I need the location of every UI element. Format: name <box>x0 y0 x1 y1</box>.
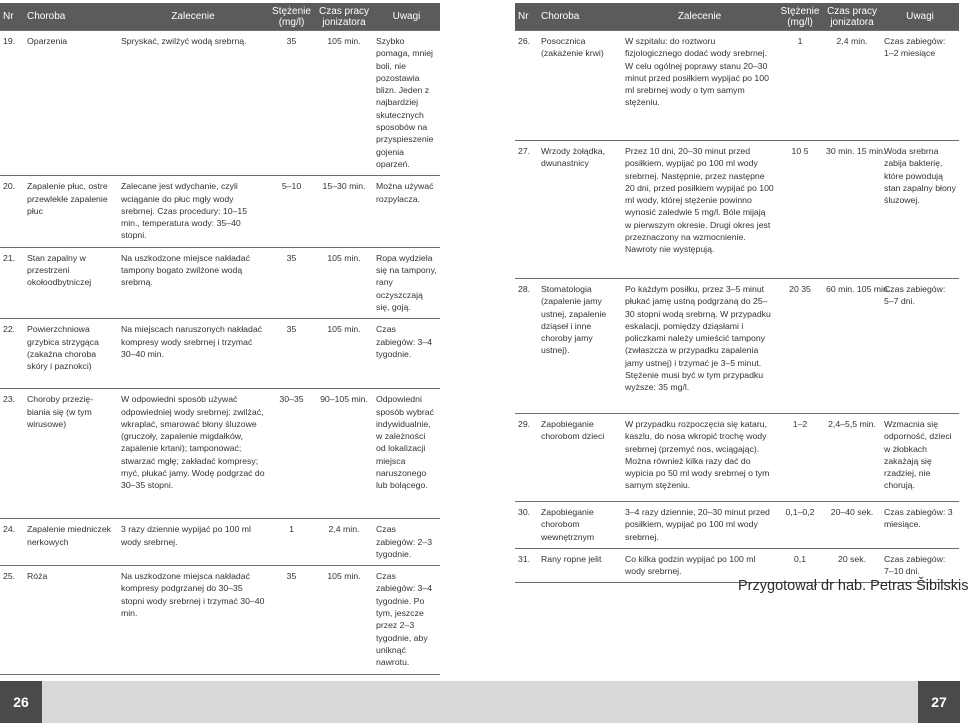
table-row <box>0 176 440 247</box>
row-disease: Oparzenia <box>24 31 118 176</box>
footer-right <box>480 681 960 723</box>
table-row <box>0 389 440 519</box>
row-recommendation: Na uszkodzone miejsca nakładać kompresy podgrzanej do 30–35 stopni wody srebrnej i trzymać 30–40 min. <box>118 566 268 674</box>
header-notes: Uwagi <box>906 11 934 22</box>
table-row <box>0 31 440 176</box>
author-credit: Przygotował dr hab. Petras Šibilskis <box>738 578 969 594</box>
row-time: 105 min. <box>315 319 373 389</box>
row-recommendation: Przez 10 dni, 20–30 minut przed posiłkiem, wypijać po 100 ml wody srebrnej. Następnie, przez następne 20 dni, przed posiłkiem wypijać po 100 ml wody, której stężenie powinno wynosić zaledwie 5 mg/l. Bóle mijają w pierwszym okresie. Drugi okres jest przeznaczony na wzmocnienie. Nawroty nie występują. <box>622 141 777 279</box>
row-recommendation: 3–4 razy dziennie, 20–30 minut przed posiłkiem, wypijać po 100 ml wody srebrnej. <box>622 502 777 549</box>
row-number: 29. <box>515 414 538 502</box>
table-row <box>0 519 440 566</box>
row-disease: Róża <box>24 566 118 674</box>
row-recommendation: W odpowiedni sposób używać odpowiedniej wody srebrnej: zwilżać, wkraplać, smarować błony śluzowe (gruczoły, zapalenie migdałków, zapalenie krtani); tamponować; stwarzać mgłę; zakładać kompresy; myć, płukać jamy. Wodę podgrzać do 30–35 stopni. <box>118 389 268 519</box>
row-disease: Choroby przezię-biania się (w tym wirusowe) <box>24 389 118 519</box>
row-number: 20. <box>0 176 24 247</box>
row-concentration: 1 <box>777 31 823 141</box>
header-time: Czas pracy jonizatora <box>826 5 877 28</box>
table-row <box>0 566 440 674</box>
table-row <box>515 279 959 414</box>
row-time: 90–105 min. <box>315 389 373 519</box>
header-disease: Choroba <box>27 11 66 22</box>
row-concentration: 35 <box>268 319 315 389</box>
table-row <box>0 247 440 318</box>
header-concentration: Stężenie (mg/l) <box>780 5 820 28</box>
table-header-row <box>0 3 440 31</box>
row-recommendation: Spryskać, zwilżyć wodą srebrną. <box>118 31 268 176</box>
header-time: Czas pracy jonizatora <box>318 5 369 28</box>
row-time: 60 min. 105 min. <box>823 279 881 414</box>
row-concentration: 10 5 <box>777 141 823 279</box>
row-disease: Posocznica (zakażenie krwi) <box>538 31 622 141</box>
row-notes: Czas zabiegów: 3 miesiące. <box>881 502 959 549</box>
row-recommendation: Co kilka godzin wypijać po 100 ml wody srebrnej. <box>622 548 777 583</box>
row-notes: Czas zabiegów: 1–2 miesiące <box>881 31 959 141</box>
row-disease: Rany ropne jelit <box>538 548 622 583</box>
row-concentration: 0,1 <box>777 548 823 583</box>
row-time: 105 min. <box>315 566 373 674</box>
header-disease: Choroba <box>541 11 580 22</box>
row-concentration: 1 <box>268 519 315 566</box>
row-recommendation: Na miejscach naruszonych nakładać kompresy wody srebrnej i trzymać 30–40 min. <box>118 319 268 389</box>
row-notes: Czas zabiegów: 5–7 dni. <box>881 279 959 414</box>
row-number: 21. <box>0 247 24 318</box>
row-disease: Wrzody żołądka, dwunastnicy <box>538 141 622 279</box>
page-number-right: 27 <box>918 681 960 723</box>
row-notes: Czas zabiegów: 7–10 dni. <box>881 548 959 583</box>
row-recommendation: Po każdym posiłku, przez 3–5 minut płukać jamę ustną podgrzaną do 25–30 stopni wodą srebrną. W przypadku eskalacji, pomiędzy dziąsłami i policzkami należy umieścić tampony (zwłaszcza w przypadku zapalenia jamy ustnej) i trzymać je 3–5 minut. Stężenie musi być w tym przypadku wyższe: 35 mg/l. <box>622 279 777 414</box>
row-disease: Zapobieganie chorobom wewnętrznym <box>538 502 622 549</box>
row-time: 2,4–5,5 min. <box>823 414 881 502</box>
row-notes: Odpowiedni sposób wybrać indywidualnie, w zależności od lokalizacji miejsca naruszonego lub bolącego. <box>373 389 440 519</box>
row-concentration: 30–35 <box>268 389 315 519</box>
treatment-table-left <box>0 3 440 675</box>
row-concentration: 5–10 <box>268 176 315 247</box>
header-nr: Nr <box>518 11 529 22</box>
row-number: 31. <box>515 548 538 583</box>
row-recommendation: W przypadku rozpoczęcia się kataru, kaszlu, do nosa wkropić trochę wody srebrnej (przemyć nos, wciągając). Można również kilka razy dać do wypicia po 50 ml wody srebrnej o tym samym stężeniu. <box>622 414 777 502</box>
table-row <box>515 141 959 279</box>
row-disease: Zapalenie miedniczek nerkowych <box>24 519 118 566</box>
row-time: 2,4 min. <box>823 31 881 141</box>
row-recommendation: 3 razy dziennie wypijać po 100 ml wody srebrnej. <box>118 519 268 566</box>
row-time: 15–30 min. <box>315 176 373 247</box>
header-concentration: Stężenie (mg/l) <box>272 5 311 28</box>
table-row <box>515 502 959 549</box>
table-row <box>515 414 959 502</box>
row-time: 105 min. <box>315 31 373 176</box>
row-number: 22. <box>0 319 24 389</box>
treatment-table-right <box>515 3 959 583</box>
row-disease: Zapobieganie chorobom dzieci <box>538 414 622 502</box>
header-recommendation: Zalecenie <box>171 11 215 22</box>
header-notes: Uwagi <box>392 11 421 22</box>
row-time: 2,4 min. <box>315 519 373 566</box>
row-concentration: 20 35 <box>777 279 823 414</box>
row-notes: Czas zabiegów: 2–3 tygodnie. <box>373 519 440 566</box>
row-concentration: 0,1–0,2 <box>777 502 823 549</box>
row-disease: Stomatologia (zapalenie jamy ustnej, zapalenie dziąseł i inne choroby jamy ustnej). <box>538 279 622 414</box>
row-notes: Szybko pomaga, mniej boli, nie pozostawia blizn. Jeden z najbardziej skutecznych sposobów na przyspieszenie gojenia oparzeń. <box>373 31 440 176</box>
row-recommendation: Na uszkodzone miejsce nakładać tampony bogato zwilżone wodą srebrną. <box>118 247 268 318</box>
row-notes: Woda srebrna zabija bakterię, które powodują stan zapalny błony śluzowej. <box>881 141 959 279</box>
left-page <box>0 0 480 723</box>
row-time: 20–40 sek. <box>823 502 881 549</box>
footer-left <box>0 681 480 723</box>
row-number: 23. <box>0 389 24 519</box>
header-nr: Nr <box>3 11 14 22</box>
row-notes: Czas zabiegów: 3–4 tygodnie. Po tym, jeszcze przez 2–3 tygodnie, aby uniknąć nawrotu. <box>373 566 440 674</box>
row-notes: Można używać rozpylacza. <box>373 176 440 247</box>
row-disease: Stan zapalny w przestrzeni okołoodbytniczej <box>24 247 118 318</box>
row-number: 24. <box>0 519 24 566</box>
row-number: 30. <box>515 502 538 549</box>
row-number: 28. <box>515 279 538 414</box>
row-notes: Wzmacnia się odporność, dzieci w żłobkach zakażają się rzadziej, nie chorują. <box>881 414 959 502</box>
row-concentration: 35 <box>268 566 315 674</box>
table-body-left <box>0 31 440 675</box>
row-concentration: 35 <box>268 31 315 176</box>
table-row <box>515 31 959 141</box>
table-row <box>0 319 440 389</box>
row-disease: Zapalenie płuc, ostre przewlekłe zapalenie płuc <box>24 176 118 247</box>
row-time: 30 min. 15 min. <box>823 141 881 279</box>
header-recommendation: Zalecenie <box>677 11 722 22</box>
row-notes: Czas zabiegów: 3–4 tygodnie. <box>373 319 440 389</box>
row-number: 27. <box>515 141 538 279</box>
row-time: 20 sek. <box>823 548 881 583</box>
row-recommendation: Zalecane jest wdychanie, czyli wciąganie do płuc mgły wody srebrnej. Czas procedury: 10–15 min., temperatura wody: 35–40 stopni. <box>118 176 268 247</box>
page-number-left: 26 <box>0 681 42 723</box>
table-body-right <box>515 31 959 583</box>
row-number: 19. <box>0 31 24 176</box>
row-number: 26. <box>515 31 538 141</box>
row-recommendation: W szpitalu: do roztworu fizjologicznego dodać wody srebrnej. W celu ogólnej poprawy stanu 20–30 minut przed posiłkiem wypijać po 100 ml srebrnej wody o tym samym stężeniu. <box>622 31 777 141</box>
row-time: 105 min. <box>315 247 373 318</box>
row-notes: Ropa wydziela się na tampony, rany oczyszczają się, goją. <box>373 247 440 318</box>
row-number: 25. <box>0 566 24 674</box>
row-disease: Powierzchniowa grzybica strzygąca (zakaźna choroba skóry i paznokci) <box>24 319 118 389</box>
row-concentration: 35 <box>268 247 315 318</box>
table-header-row <box>515 3 959 31</box>
right-page <box>480 0 969 723</box>
row-concentration: 1–2 <box>777 414 823 502</box>
